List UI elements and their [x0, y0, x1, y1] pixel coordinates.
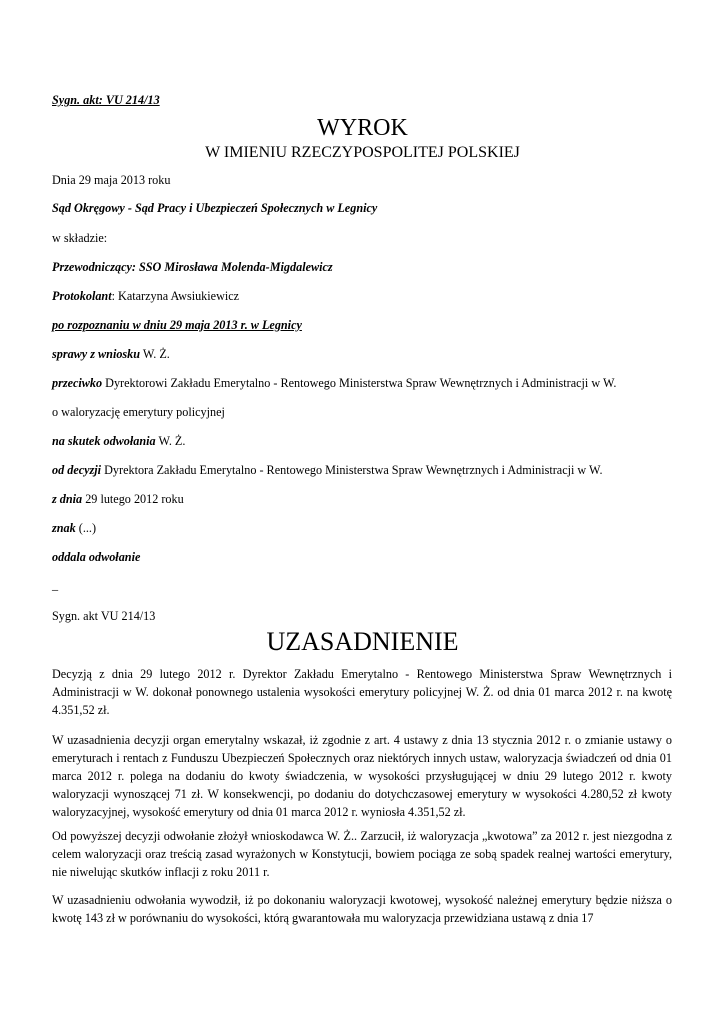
appeal-label: na skutek odwołania: [52, 434, 156, 448]
clerk-line: [52, 289, 239, 304]
verdict: oddala odwołanie: [52, 550, 141, 564]
decision-value: Dyrektora Zakładu Emerytalno - Rentowego Ministerstwa Spraw Wewnętrznych i Administracji w W.: [101, 463, 603, 477]
mark-label: znak: [52, 521, 76, 535]
decision-line: [52, 463, 603, 478]
clerk-label: Protokolant: [52, 289, 112, 303]
case-line: [52, 347, 170, 362]
mark-line: [52, 521, 96, 536]
against-line: [52, 376, 616, 391]
judgment-subtitle: W IMIENIU RZECZYPOSPOLITEJ POLSKIEJ: [205, 144, 520, 161]
justification-paragraph: Decyzją z dnia 29 lutego 2012 r. Dyrektor Zakładu Emerytalno - Rentowego Ministerstwa Spraw Wewnętrznych i Administracji w W. dokonał ponownego ustalenia wysokości emerytury policyjnej W. Ż. od dnia 01 marca 2012 r. na kwotę 4.351,52 zł.: [52, 667, 672, 717]
judgment-date: Dnia 29 maja 2013 roku: [52, 173, 171, 187]
mark-value: (...): [75, 521, 97, 535]
court-name: Sąd Okręgowy - Sąd Pracy i Ubezpieczeń Społecznych w Legnicy: [52, 201, 378, 215]
clerk-value: : Katarzyna Awsiukiewicz: [111, 289, 240, 303]
justification-paragraph: W uzasadnienia decyzji organ emerytalny wskazał, iż zgodnie z art. 4 ustawy z dnia 13 stycznia 2012 r. o zmianie ustawy o emeryturach i rentach z Funduszu Ubezpieczeń Społecznych oraz niektórych innych ustaw, waloryzacja świadczeń od dnia 01 marca 2012 r. polega na dodaniu do kwoty świadczenia, w wysokości przysługującej w dniu 29 lutego 2012 r. kwoty waloryzacji wynoszącej 71 zł. W konsekwencji, po dodaniu do dotychczasowej emerytury w wysokości 4.280,52 zł kwoty waloryzacyjnej, wysokość emerytury od dnia 01 marca 2012 r. wyniosła 4.351,52 zł.: [52, 733, 672, 819]
case-value: W. Ż.: [140, 347, 170, 361]
appeal-line: [52, 434, 185, 449]
presiding-judge: Przewodniczący: SSO Mirosława Molenda-Migdalewicz: [52, 260, 333, 274]
against-value: Dyrektorowi Zakładu Emerytalno - Rentowego Ministerstwa Spraw Wewnętrznych i Administracji w W.: [102, 376, 617, 390]
against-label: przeciwko: [52, 376, 103, 390]
separator-dash: _: [52, 578, 59, 592]
hearing-line: po rozpoznaniu w dniu 29 maja 2013 r. w Legnicy: [52, 318, 302, 332]
justification-paragraph: Od powyższej decyzji odwołanie złożył wnioskodawca W. Ż.. Zarzucił, iż waloryzacja „kwotowa” za 2012 r. jest niezgodna z celem waloryzacji oraz treścią zasad wyrażonych w Konstytucji, bowiem pociąga ze sobą spadek realnej wartości emerytury, nie niwelując skutków inflacji z roku 2011 r.: [52, 829, 672, 879]
justification-paragraph: W uzasadnieniu odwołania wywodził, iż po dokonaniu waloryzacji kwotowej, wysokość należnej emerytury będzie niższa o kwotę 143 zł w porównaniu do wysokości, którą gwarantowała mu waloryzacja przewidziana ustawą z dnia 17: [52, 893, 672, 925]
judgment-title: WYROK: [317, 115, 408, 141]
decision-date-value: 29 lutego 2012 roku: [82, 492, 184, 506]
case-subject: o waloryzację emerytury policyjnej: [52, 405, 225, 419]
decision-label: od decyzji: [52, 463, 102, 477]
justification-signature: Sygn. akt VU 214/13: [52, 609, 156, 623]
justification-title: UZASADNIENIE: [266, 627, 459, 656]
decision-date-line: [52, 492, 184, 507]
composition-label: w składzie:: [52, 231, 108, 245]
appeal-value: W. Ż.: [155, 434, 186, 448]
case-signature: Sygn. akt: VU 214/13: [52, 93, 160, 107]
case-label: sprawy z wniosku: [52, 347, 141, 361]
decision-date-label: z dnia: [52, 492, 83, 506]
